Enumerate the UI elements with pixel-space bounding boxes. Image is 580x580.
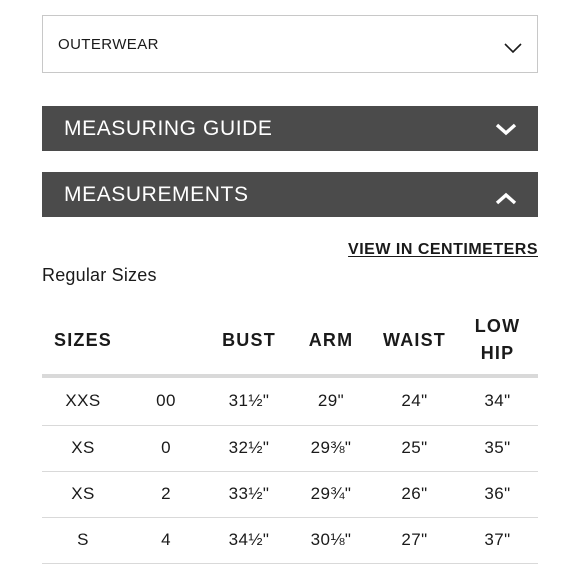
category-select-value: OUTERWEAR [58, 35, 159, 53]
cell-numeric-size: 2 [124, 471, 208, 517]
cell-low-hip: 37" [457, 517, 538, 563]
measurements-label: MEASUREMENTS [64, 182, 249, 206]
chevron-down-icon [503, 41, 523, 55]
size-table [42, 306, 538, 564]
header-numeric-size [124, 306, 208, 376]
header-low-hip: LOW HIP [457, 306, 538, 376]
category-select[interactable] [42, 15, 538, 73]
cell-bust: 33½" [208, 471, 290, 517]
cell-low-hip: 36" [457, 471, 538, 517]
cell-arm: 30⅛" [290, 517, 372, 563]
chevron-up-icon [495, 192, 517, 206]
cell-numeric-size: 0 [124, 425, 208, 471]
cell-bust: 31½" [208, 376, 290, 425]
regular-sizes-heading: Regular Sizes [42, 265, 157, 285]
cell-waist: 24" [372, 376, 457, 425]
header-waist: WAIST [372, 306, 457, 376]
table-row [42, 517, 538, 563]
cell-waist: 27" [372, 517, 457, 563]
measurements-toggle[interactable] [42, 172, 538, 217]
cell-arm: 29" [290, 376, 372, 425]
cell-size: XXS [42, 376, 124, 425]
cell-low-hip: 34" [457, 376, 538, 425]
chevron-down-icon [495, 122, 517, 136]
cell-size: XS [42, 425, 124, 471]
header-sizes: SIZES [42, 306, 124, 376]
cell-waist: 26" [372, 471, 457, 517]
header-bust: BUST [208, 306, 290, 376]
measuring-guide-label: MEASURING GUIDE [64, 116, 273, 140]
cell-arm: 29⅜" [290, 425, 372, 471]
cell-bust: 32½" [208, 425, 290, 471]
cell-numeric-size: 00 [124, 376, 208, 425]
view-in-centimeters-link[interactable]: VIEW IN CENTIMETERS [348, 241, 538, 258]
cell-bust: 34½" [208, 517, 290, 563]
cell-low-hip: 35" [457, 425, 538, 471]
cell-arm: 29¾" [290, 471, 372, 517]
table-header-row [42, 306, 538, 376]
cell-size: XS [42, 471, 124, 517]
cell-size: S [42, 517, 124, 563]
table-row [42, 471, 538, 517]
table-row [42, 376, 538, 425]
header-arm: ARM [290, 306, 372, 376]
table-row [42, 425, 538, 471]
cell-numeric-size: 4 [124, 517, 208, 563]
measuring-guide-toggle[interactable] [42, 106, 538, 151]
cell-waist: 25" [372, 425, 457, 471]
